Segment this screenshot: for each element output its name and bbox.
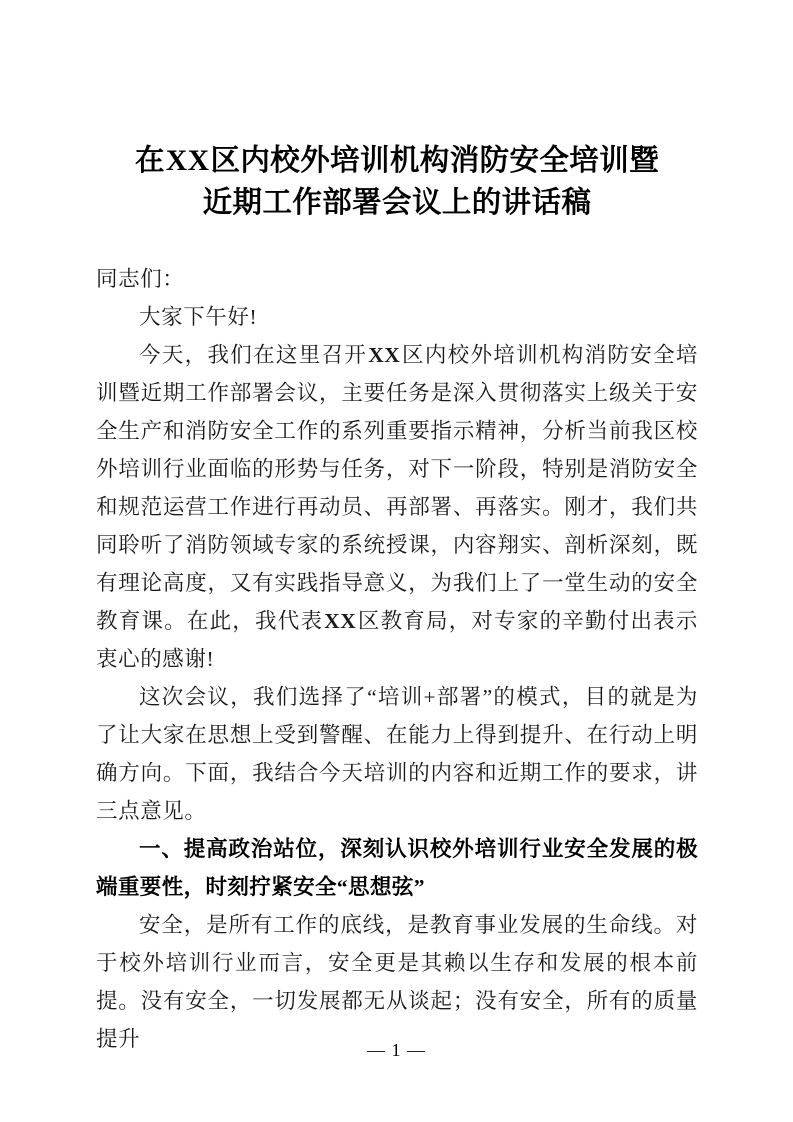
latin-run: XX (368, 343, 401, 367)
page-footer: — 1 — (367, 1040, 426, 1060)
paragraph-1: 今天，我们在这里召开XX区内校外培训机构消防安全培训暨近期工作部署会议，主要任务是深入贯彻落实上级关于安全生产和消防安全工作的系列重要指示精神，分析当前我区校外培训行业面临的形势与任务，对下一阶段，特别是消防安全和规范运营工作进行再动员、再部署、再落实。刚才，我们共同聆听了消防领域专家的系统授课，内容翔实、剖析深刻，既有理论高度，又有实践指导意义，为我们上了一堂生动的安全教育课。在此，我代表XX区教育局，对专家的辛勤付出表示衷心的感谢! (96, 343, 698, 671)
title-line-2: 近期工作部署会议上的讲话稿 (202, 187, 592, 219)
document-body (96, 260, 698, 1058)
title-line-1: 在XX区内校外培训机构消防安全培训暨 (134, 145, 660, 177)
greeting: 大家下午好! (139, 305, 258, 329)
section-heading-1: 一、提高政治站位，深刻认识校外培训行业安全发展的极端重要性，时刻拧紧安全“思想弦” (96, 837, 698, 899)
paragraph-2: 这次会议，我们选择了“培训+部署”的模式，目的就是为了让大家在思想上受到警醒、在能力上得到提升、在行动上明确方向。下面，我结合今天培训的内容和近期工作的要求，讲三点意见。 (96, 685, 698, 823)
latin-run: XX (165, 145, 210, 177)
latin-run: XX (324, 609, 357, 633)
document-content (96, 140, 698, 1058)
page-title (96, 140, 698, 224)
section-paragraph-1: 安全，是所有工作的底线，是教育事业发展的生命线。对于校外培训行业而言，安全更是其赖以生存和发展的根本前提。没有安全，一切发展都无从谈起；没有安全，所有的质量提升 (96, 913, 698, 1051)
salutation: 同志们： (96, 267, 185, 291)
